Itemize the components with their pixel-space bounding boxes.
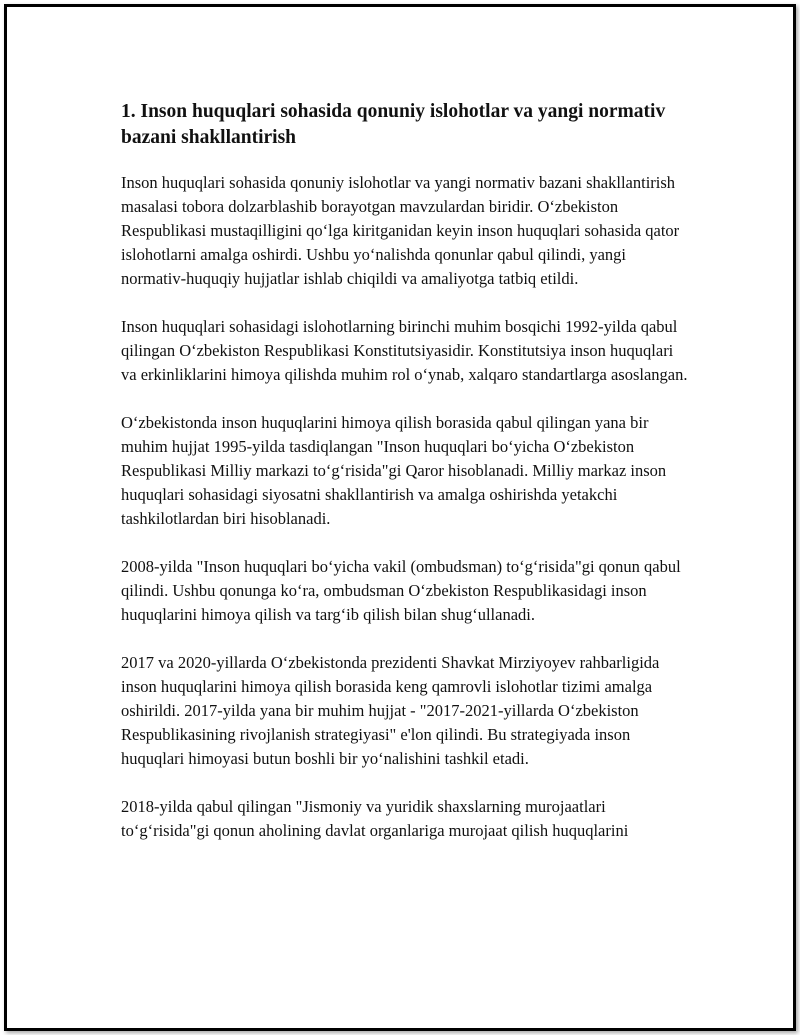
section-heading: 1. Inson huquqlari sohasida qonuniy islohotlar va yangi normativ bazani shakllantirish	[121, 101, 666, 148]
document-content	[121, 99, 691, 867]
paragraph-3: O‘zbekistonda inson huquqlarini himoya qilish borasida qabul qilingan yana bir muhim hujjat 1995-yilda tasdiqlangan "Inson huquqlari bo‘yicha O‘zbekiston Respublikasi Milliy markazi to‘g‘risida"gi Qaror hisoblanadi. Milliy markaz inson huquqlari sohasidagi siyosatni shakllantirish va amalga oshirishda yetakchi tashkilotlardan biri hisoblanadi.	[121, 413, 667, 528]
paragraph-4: 2008-yilda "Inson huquqlari bo‘yicha vakil (ombudsman) to‘g‘risida"gi qonun qabul qilindi. Ushbu qonunga ko‘ra, ombudsman O‘zbekiston Respublikasidagi inson huquqlarini himoya qilish va targ‘ib qilish bilan shug‘ullanadi.	[121, 557, 681, 624]
paragraph-2: Inson huquqlari sohasidagi islohotlarning birinchi muhim bosqichi 1992-yilda qabul qilingan O‘zbekiston Respublikasi Konstitutsiyasidir. Konstitutsiya inson huquqlari va erkinliklarini himoya qilishda muhim rol o‘ynab, xalqaro standartlarga asoslangan.	[121, 317, 688, 384]
paragraph-5: 2017 va 2020-yillarda O‘zbekistonda prezidenti Shavkat Mirziyoyev rahbarligida inson huquqlarini himoya qilish borasida keng qamrovli islohotlar tizimi amalga oshirildi. 2017-yilda yana bir muhim hujjat - "2017-2021-yillarda O‘zbekiston Respublikasining rivojlanish strategiyasi" e'lon qilindi. Bu strategiyada inson huquqlari himoyasi butun boshli bir yo‘nalishini tashkil etadi.	[121, 653, 660, 768]
paragraph-6: 2018-yilda qabul qilingan "Jismoniy va yuridik shaxslarning murojaatlari to‘g‘risida"gi qonun aholining davlat organlariga murojaat qilish huquqlarini	[121, 797, 629, 840]
paragraph-1: Inson huquqlari sohasida qonuniy islohotlar va yangi normativ bazani shakllantirish masalasi tobora dolzarblashib borayotgan mavzulardan biridir. O‘zbekiston Respublikasi mustaqilligini qo‘lga kiritganidan keyin inson huquqlari sohasida qator islohotlarni amalga oshirdi. Ushbu yo‘nalishda qonunlar qabul qilindi, yangi normativ-huquqiy hujjatlar ishlab chiqildi va amaliyotga tatbiq etildi.	[121, 173, 680, 288]
document-page	[4, 4, 796, 1031]
